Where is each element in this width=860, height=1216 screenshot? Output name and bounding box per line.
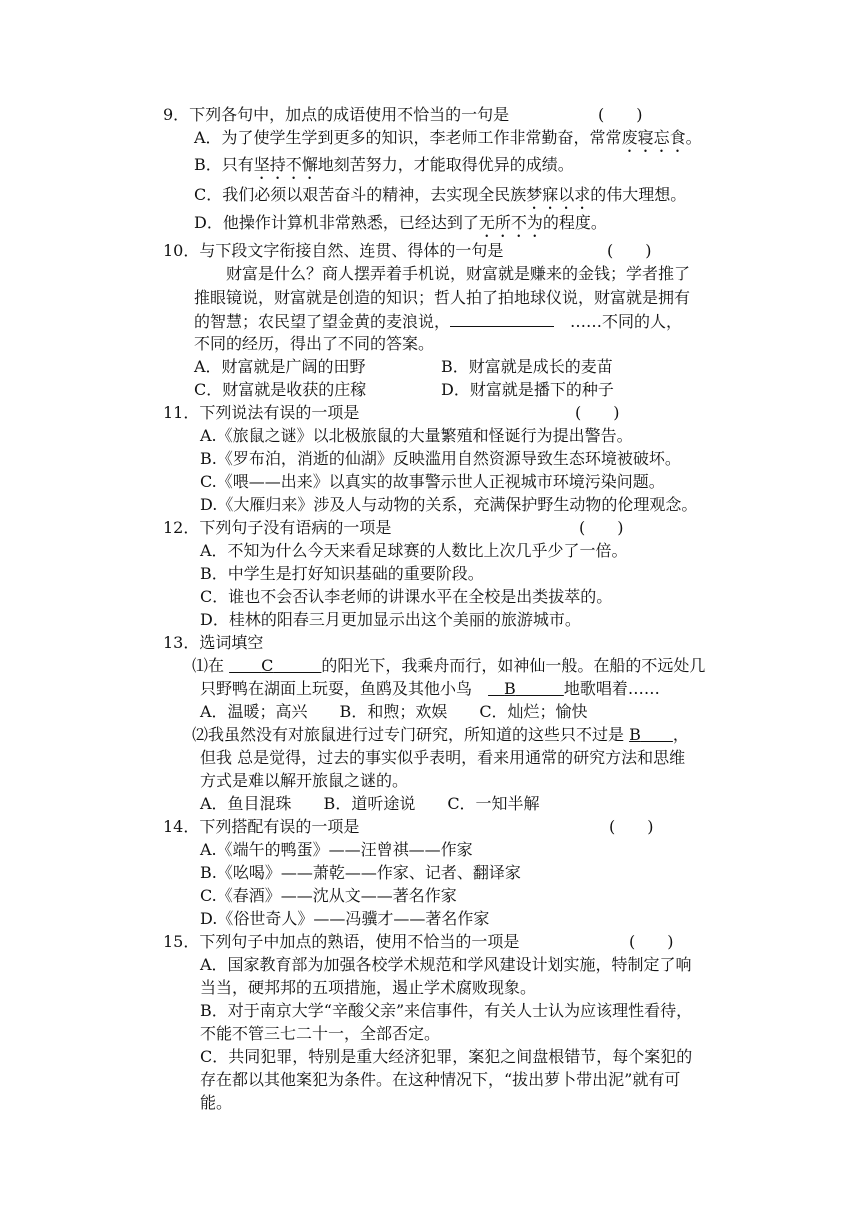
q10-option-b: B．财富就是成长的麦苗 (441, 357, 613, 376)
q11-option-d: D.《大雁归来》涉及人与动物的关系，充满保护野生动物的伦理观念。 (200, 495, 698, 514)
q12-option-d: D．桂林的阳春三月更加显示出这个美丽的旅游城市。 (200, 610, 581, 629)
q9-answer-paren: ( ) (598, 105, 643, 124)
q12-option-b: B．中学生是打好知识基础的重要阶段。 (200, 564, 484, 583)
q9-d-dotted: 无所不为 (478, 213, 543, 232)
q13-sentence-2-line-2: 但我 总是觉得，过去的事实似乎表明，看来用通常的研究方法和思维 (200, 748, 686, 767)
q13-stem: 13．选词填空 (163, 633, 264, 652)
q15-option-c-line-2: 存在都以其他案犯为条件。在这种情况下，“拔出萝卜带出泥”就有可 (200, 1070, 681, 1089)
q15-option-b-line-1: B．对于南京大学“辛酸父亲”来信事件，有关人士认为应该理性看待， (200, 1001, 693, 1020)
q9-b-dotted: 坚持不懈 (253, 155, 318, 174)
q11-stem: 11．下列说法有误的一项是 (163, 403, 360, 422)
q9-c-dotted: 梦寐以求 (526, 185, 591, 204)
q15-answer-paren: ( ) (629, 932, 674, 951)
q10-passage-line-4: 不同的经历，得出了不同的答案。 (194, 334, 435, 353)
q11-option-c: C.《喂——出来》以真实的故事警示世人正视城市环境污染问题。 (200, 472, 665, 491)
q14-option-d: D.《俗世奇人》——冯骥才——著名作家 (200, 909, 490, 928)
q10-passage-line-2: 推眼镜说，财富就是创造的知识；哲人拍了拍地球仪说，财富就是拥有 (194, 288, 691, 307)
q9-a-dotted: 废寝忘食 (621, 128, 686, 147)
q15-option-a-line-2: 当当，硬邦邦的五项措施，遏止学术腐败现象。 (200, 978, 537, 997)
q12-answer-paren: ( ) (579, 518, 624, 537)
q13-sentence-2-line-3: 方式是难以解开旅鼠之谜的。 (200, 771, 409, 790)
q10-passage-line-1: 财富是什么？商人摆弄着手机说，财富就是赚来的金钱；学者推了 (194, 264, 691, 283)
q14-option-c: C.《春酒》——沈从文——著名作家 (200, 886, 457, 905)
q9-stem: 9．下列各句中，加点的成语使用不恰当的一句是 (163, 105, 510, 124)
q11-answer-paren: ( ) (575, 403, 620, 422)
q13-answer-3: B (629, 725, 641, 744)
q12-stem: 12．下列句子没有语病的一项是 (163, 518, 392, 537)
q15-option-c-line-1: C．共同犯罪，特别是重大经济犯罪，案犯之间盘根错节，每个案犯的 (200, 1047, 693, 1066)
q13-sentence-1-line-2: 只野鸭在湖面上玩耍，鱼鸥及其他小鸟 B 地歌唱着…… (200, 679, 660, 698)
q10-option-c: C．财富就是收获的庄稼 (194, 380, 367, 399)
q10-answer-paren: ( ) (607, 241, 652, 260)
q13-sentence-1-line-1: ⑴在 C 的阳光下，我乘舟而行，如神仙一般。在船的不远处几 (192, 656, 706, 675)
q11-option-b: B.《罗布泊，消逝的仙湖》反映滥用自然资源导致生态环境被破坏。 (200, 449, 681, 468)
q10-stem: 10．与下段文字衔接自然、连贯、得体的一句是 (163, 241, 504, 260)
q10-option-d: D．财富就是播下的种子 (441, 380, 614, 399)
q10-fill-blank (450, 310, 554, 327)
q11-option-a: A.《旅鼠之谜》以北极旅鼠的大量繁殖和怪诞行为提出警告。 (200, 426, 633, 445)
q9-option-a: A．为了使学生学到更多的知识，李老师工作非常勤奋，常常废寝忘食。 (194, 128, 702, 147)
q9-option-c: C．我们必须以艰苦奋斗的精神，去实现全民族梦寐以求的伟大理想。 (194, 185, 687, 204)
q15-stem: 15．下列句子中加点的熟语，使用不恰当的一项是 (163, 932, 520, 951)
q15-option-a-line-1: A．国家教育部为加强各校学术规范和学风建设计划实施，特制定了响 (200, 955, 692, 974)
q13-answer-2: B (504, 679, 516, 698)
q14-answer-paren: ( ) (609, 817, 654, 836)
q9-option-d: D．他操作计算机非常熟悉，已经达到了无所不为的程度。 (194, 213, 607, 232)
q15-option-c-line-3: 能。 (200, 1093, 233, 1112)
q9-option-b: B．只有坚持不懈地刻苦努力，才能取得优异的成绩。 (194, 155, 574, 174)
q14-option-a: A.《端午的鸭蛋》——汪曾祺——作家 (200, 840, 473, 859)
q15-option-b-line-2: 不能不管三七二十一，全部否定。 (200, 1024, 441, 1043)
q12-option-a: A．不知为什么今天来看足球赛的人数比上次几乎少了一倍。 (200, 541, 628, 560)
q13-sentence-2-line-1: ⑵我虽然没有对旅鼠进行过专门研究，所知道的这些只不过是 B ， (192, 725, 689, 744)
q13-options-2: A．鱼目混珠 B．道听途说 C．一知半解 (200, 794, 540, 813)
q13-options-1: A．温暖；高兴 B．和煦；欢娱 C．灿烂；愉快 (200, 702, 588, 721)
q10-option-a: A．财富就是广阔的田野 (194, 357, 366, 376)
q14-stem: 14．下列搭配有误的一项是 (163, 817, 360, 836)
q12-option-c: C．谁也不会否认李老师的讲课水平在全校是出类拔萃的。 (200, 587, 613, 606)
q10-passage-line-3: 的智慧；农民望了望金黄的麦浪说， ……不同的人， (194, 312, 683, 331)
q13-answer-1: C (261, 656, 274, 675)
q14-option-b: B.《吆喝》——萧乾——作家、记者、翻译家 (200, 863, 521, 882)
